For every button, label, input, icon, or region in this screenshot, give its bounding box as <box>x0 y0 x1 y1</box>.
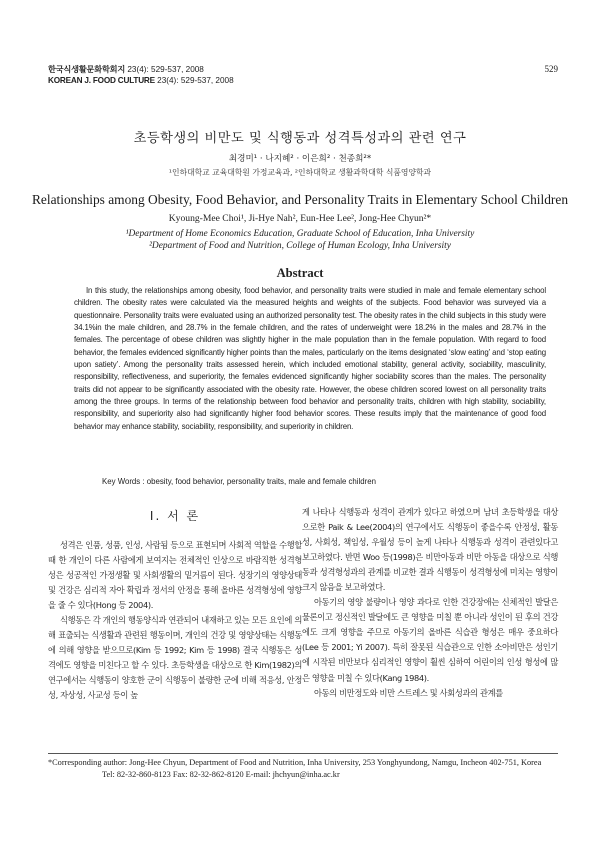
abstract-heading: Abstract <box>276 266 324 280</box>
title-korean: 초등학생의 비만도 및 식행동과 성격특성과의 관련 연구 <box>133 131 467 146</box>
footnote-line-1: *Corresponding author: Jong-Hee Chyun, Department of Food and Nutrition, Inha University, 253 Yonghyundong, Namgu, Incheon 402-751, Korea <box>48 758 542 767</box>
paragraph: 아동기의 영양 불량이나 영양 과다로 인한 건강장애는 신체적인 발달은 물론이고 정신적인 발달에도 큰 영향을 미칠 뿐 아니라 성인이 된 후의 건강에도 크게 영향을 주므로 아동기의 올바른 식습관 형성은 매우 중요하다(Lee 등 2001; Yi 2007). 특히 잘못된 식습관으로 인한 소아비만은 성인기에 시작된 비만보다 심리적인 영향이 훨씬 심하여 어린이의 인성 형성에 많은 영향을 미칠 수 있다(Kang 1984). <box>302 597 558 683</box>
citation-ko: 23(4): 529-537, 2008 <box>127 65 204 74</box>
paragraph: 아동의 비만정도와 비만 스트레스 및 사회성과의 관계를 <box>314 687 503 698</box>
affiliation-english-1: ¹Department of Home Economics Education, Graduate School of Education, Inha University <box>125 229 475 239</box>
affiliations-korean: ¹인하대학교 교육대학원 가정교육과, ²인하대학교 생활과학대학 식품영양학과 <box>168 168 432 177</box>
page-number: 529 <box>544 64 558 74</box>
body-column-right <box>302 505 558 701</box>
keywords-text: obesity, food behavior, personality traits, male and female children <box>146 477 376 486</box>
paragraph: 게 나타나 식행동과 성격이 관계가 있다고 하였으며 남녀 초등학생을 대상으로한 Paik & Lee(2004)의 연구에서도 식행동이 좋을수록 안정성, 활동성, 사회성, 책임성, 우월성 등이 높게 나타나 식행동과 성격이 관련있다고 보고하였다. 반면 Woo 등(1998)은 비만아동과 비만 아동을 대상으로 식행동과 성격형성과의 관계를 비교한 결과 식행동이 성격형성에 미치는 영향이 크지 않음을 보고하였다. <box>302 507 558 593</box>
journal-header <box>48 64 558 86</box>
authors-korean: 최경미¹ · 나지혜² · 이은희² · 천종희²* <box>228 154 372 164</box>
paragraph: 성격은 인품, 성품, 인성, 사람됨 등으로 표현되며 사회적 역할을 수행할 때 한 개인이 다른 사람에게 보여지는 전체적인 인상으로 바람직한 성격형성은 성공적인 가정생활 및 사회생활의 밑거름이 된다. 성장기의 영양상태 및 건강은 심리적 자아 확립과 정서의 안정을 통해 올바른 성격형성에 영향을 줄 수 있다(Hong 등 2004). <box>48 540 302 611</box>
footnote-line-2: Tel: 82-32-860-8123 Fax: 82-32-862-8120 E-mail: jhchyun@inha.ac.kr <box>102 769 340 779</box>
journal-line-ko <box>48 64 558 75</box>
keywords <box>102 477 546 486</box>
abstract-body: In this study, the relationships among obesity, food behavior, and personality traits were studied in male and female elementary school children. The obesity rates were calculated via the measured heights and weights of the subjects. Food behavior was surveyed via a questionnaire. Personality traits were evaluated using an authorized personality test. The obesity rates in the child subjects in this study were 34.1%in the male children, and 28.7% in the female children, and the rates of underweight were 18.2% in the males and 28.7% in the females. The percentage of obese children was slightly higher in the male population than in the female population. With regard to food behavior, the females evidenced significantly higher points than the males, particularly on the items designated ‘slow eating’ and ‘stop eating upon satiety’. Among the personality traits assessed herein, which included emotional stability, general activity, sociability, masculinity, responsibility, reflectiveness, and superiority, the females evidenced significantly higher sociability scores than the males. The personality traits did not appear to be significantly associated with the obesity rate. However, the obese children scored lowest on all personality traits among the three groups. In terms of the relationship between food behavior and personality traits, children with high stability, sociability, responsibility, and superiority also had significantly higher food behavior scores. These results imply that the maintenance of good food behavior may enhance stability, sociability, responsibility, and superiority in children. <box>74 286 546 431</box>
footnote-divider <box>48 753 558 754</box>
journal-line-en <box>48 75 558 86</box>
body-column-left <box>48 505 302 704</box>
keywords-label: Key Words : <box>102 477 145 486</box>
title-english: Relationships among Obesity, Food Behavior, and Personality Traits in Elementary School Children <box>31 192 569 207</box>
section-heading-introduction: Ⅰ. 서 론 <box>149 509 201 523</box>
journal-name-ko: 한국식생활문화학회지 <box>48 65 126 74</box>
footnote-corresponding-author <box>48 757 558 780</box>
paragraph: 식행동은 각 개인의 행동양식과 연관되어 내재하고 있는 모든 요인에 의해 표출되는 식생활과 관련된 행동이며, 개인의 건강 및 영양상태는 식행동에 의해 영향을 받으므로(Kim 등 1992; Kim 등 1998) 결국 식행동은 성격에도 영향을 미친다고 할 수 있다. 초등학생을 대상으로 한 Kim(1982)의 연구에서는 식행동이 양호한 군이 식행동이 불량한 군에 비해 적응성, 안정성, 자상성, 사교성 등이 높 <box>48 615 302 701</box>
journal-name-en: KOREAN J. FOOD CULTURE <box>48 76 155 85</box>
citation-en: 23(4): 529-537, 2008 <box>157 76 234 85</box>
affiliation-english-2: ²Department of Food and Nutrition, College of Human Ecology, Inha University <box>149 241 451 251</box>
authors-english: Kyoung-Mee Choi¹, Ji-Hye Nah², Eun-Hee Lee², Jong-Hee Chyun²* <box>168 213 432 224</box>
